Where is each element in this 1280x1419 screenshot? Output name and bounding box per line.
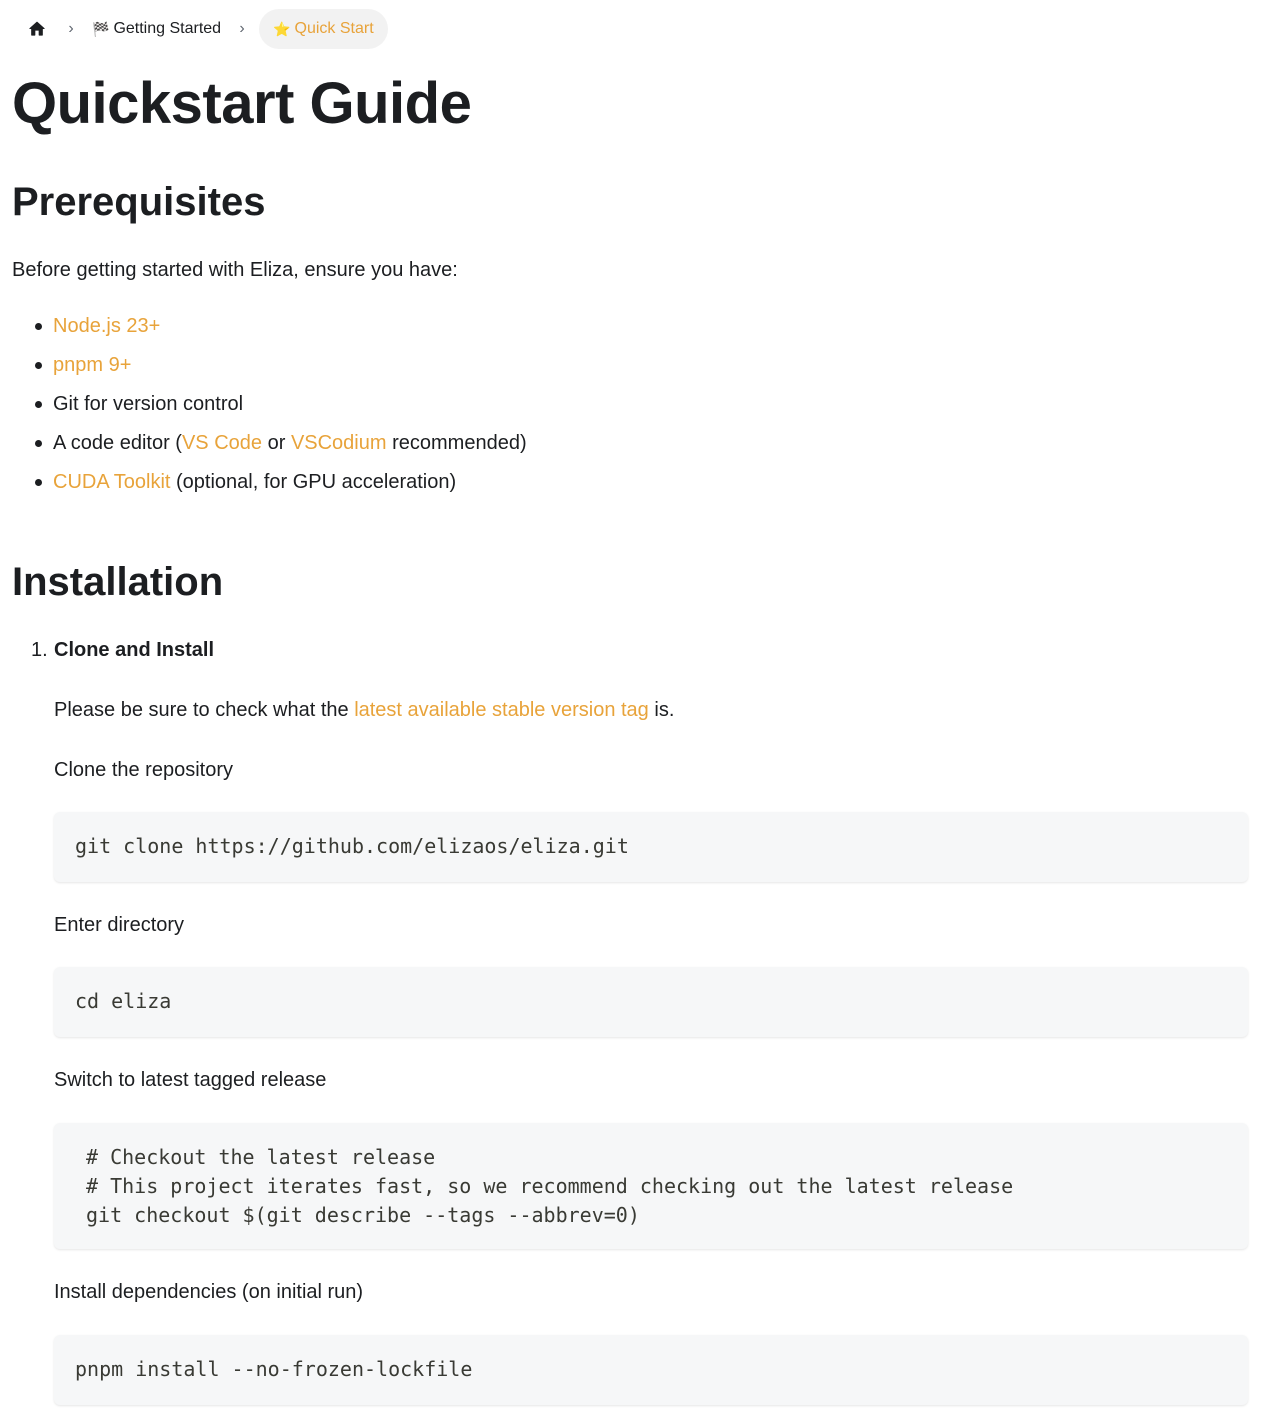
code-line: pnpm install --no-frozen-lockfile [75, 1357, 473, 1381]
installation-heading: Installation [12, 560, 224, 604]
version-tag-note [54, 696, 674, 724]
breadcrumb-home[interactable] [20, 9, 54, 49]
list-item-text: (optional, for GPU acceleration) [170, 471, 457, 493]
step-title: Clone and Install [54, 639, 215, 661]
vscode-link[interactable]: VS Code [181, 432, 263, 454]
list-item [12, 312, 912, 351]
stable-version-tag-link[interactable]: latest available stable version tag [354, 699, 649, 721]
code-line: git checkout $(git describe --tags --abbrev=0) [86, 1203, 640, 1227]
breadcrumb [20, 9, 388, 49]
code-block-checkout[interactable] [54, 1123, 1248, 1249]
note-text: Please be sure to check what the [54, 699, 355, 721]
install-deps-label: Install dependencies (on initial run) [54, 1281, 364, 1303]
breadcrumb-getting-started[interactable] [88, 9, 225, 49]
page-title: Quickstart Guide [12, 71, 472, 136]
note-text: is. [648, 699, 675, 721]
nodejs-link[interactable]: Node.js 23+ [53, 315, 161, 337]
code-block-clone[interactable] [54, 812, 1248, 882]
clone-label: Clone the repository [54, 759, 233, 781]
list-item [12, 351, 912, 390]
chevron-right-icon: › [239, 20, 245, 37]
breadcrumb-quick-start [259, 9, 388, 49]
pnpm-link[interactable]: pnpm 9+ [53, 354, 132, 376]
list-item-text: A code editor ( [53, 432, 182, 454]
vscodium-link[interactable]: VSCodium [290, 432, 387, 454]
prerequisites-heading: Prerequisites [12, 180, 266, 224]
prerequisites-intro: Before getting started with Eliza, ensure you have: [12, 259, 458, 281]
list-item-text: Git for version control [53, 393, 244, 415]
checkered-flag-icon: 🏁 [92, 20, 110, 37]
switch-release-label: Switch to latest tagged release [54, 1069, 327, 1091]
list-item [12, 390, 912, 429]
prerequisites-list [12, 312, 912, 507]
breadcrumb-label: Getting Started [113, 20, 222, 37]
star-icon: ⭐ [273, 20, 291, 37]
list-item [12, 468, 912, 507]
breadcrumb-label: Quick Start [294, 20, 374, 37]
code-line: cd eliza [75, 989, 172, 1013]
list-item [12, 429, 912, 468]
list-item-text: recommended) [386, 432, 527, 454]
step-number: 1. [31, 639, 48, 661]
enter-directory-label: Enter directory [54, 914, 185, 936]
cuda-toolkit-link[interactable]: CUDA Toolkit [53, 471, 171, 493]
code-block-cd[interactable] [54, 967, 1248, 1037]
code-block-install[interactable] [54, 1335, 1248, 1405]
home-icon [27, 19, 47, 39]
code-line: git clone https://github.com/elizaos/eliza.git [75, 834, 629, 858]
list-item-text: or [262, 432, 291, 454]
chevron-right-icon: › [68, 20, 74, 37]
code-line: # This project iterates fast, so we recommend checking out the latest release [86, 1174, 1014, 1198]
code-line: # Checkout the latest release [86, 1145, 436, 1169]
